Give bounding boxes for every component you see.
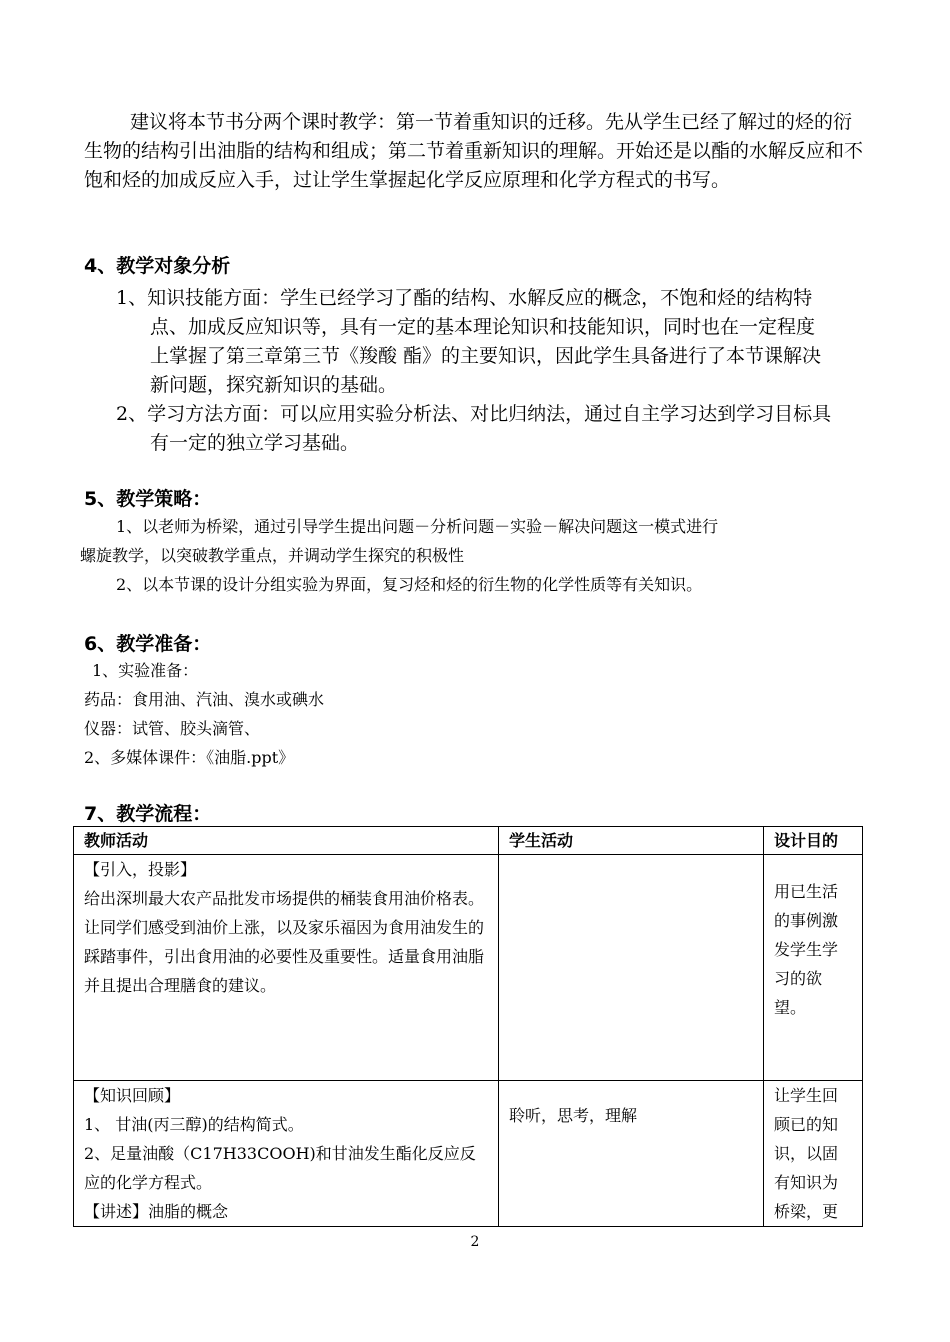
teacher-activity-cell: [74, 855, 499, 1081]
purpose-text: 让学生回顾已的知识，以固有知识为桥梁，更: [774, 1086, 839, 1221]
section-7-heading: 7、教学流程：: [84, 803, 212, 825]
student-activity-cell: [499, 855, 764, 1081]
activity-tag: 【知识回顾】: [84, 1086, 181, 1105]
section-4-heading: 4、教学对象分析: [84, 255, 231, 277]
section-5-item-2: 2、以本节课的设计分组实验为界面，复习烃和烃的衍生物的化学性质等有关知识。: [116, 575, 703, 594]
prep-line-reagents: 药品：食用油、汽油、溴水或碘水: [84, 690, 325, 709]
header-design-purpose: 设计目的: [764, 827, 863, 855]
activity-text: 1、 甘油(丙三醇)的结构简式。: [84, 1115, 304, 1134]
teacher-activity-cell: [74, 1081, 499, 1227]
intro-text: 建议将本节书分两个课时教学：第一节着重知识的迁移。先从学生已经了解过的烃的衍生物的结构引出油脂的结构和组成；第二节着重新知识的理解。开始还是以酯的水解反应和不饱和烃的加成反应入手，过让学生掌握起化学反应原理和化学方程式的书写。: [84, 111, 864, 191]
teaching-flow-table: [73, 826, 863, 1227]
section-6-prep-list: [84, 656, 324, 772]
student-activity-text: 聆听，思考，理解: [509, 1106, 638, 1125]
intro-paragraph: [84, 108, 866, 195]
header-teacher-activity: 教师活动: [74, 827, 499, 855]
section-6-heading: 6、教学准备：: [84, 633, 212, 655]
section-5-item-1-line-1: 1、以老师为桥梁，通过引导学生提出问题－分析问题－实验－解决问题这一模式进行: [116, 517, 719, 536]
section-4-item-1: 1、知识技能方面：学生已经学习了酯的结构、水解反应的概念，不饱和烃的结构特点、加成反应知识等，具有一定的基本理论知识和技能知识，同时也在一定程度上掌握了第三章第三节《羧酸 酯》的主要知识，因此学生具备进行了本节课解决新问题，探究新知识的基础。: [116, 287, 822, 396]
section-5-list: [80, 512, 832, 599]
activity-text: 2、足量油酸（C17H33COOH)和甘油发生酯化反应反应的化学方程式。: [84, 1144, 476, 1192]
section-4-item-2: 2、学习方法方面：可以应用实验分析法、对比归纳法，通过自主学习达到学习目标具有一定的独立学习基础。: [116, 403, 832, 454]
section-5-item-1-line-2: 螺旋教学，以突破教学重点，并调动学生探究的积极性: [80, 546, 465, 565]
design-purpose-cell: [764, 1081, 863, 1227]
table-header-row: [74, 827, 863, 855]
activity-text: 给出深圳最大农产品批发市场提供的桶装食用油价格表。让同学们感受到油价上涨，以及家乐福因为食用油发生的踩踏事件，引出食用油的必要性及重要性。适量食用油脂并且提出合理膳食的建议。: [84, 889, 485, 995]
page-number: 2: [470, 1234, 480, 1250]
activity-tag: 【引入，投影】: [84, 860, 197, 879]
purpose-text: 用已生活的事例激发学生学习的欲望。: [774, 882, 839, 1017]
prep-line-instruments: 仪器：试管、胶头滴管、: [84, 719, 261, 738]
table-row: [74, 1081, 863, 1227]
activity-text: 【讲述】油脂的概念: [84, 1202, 229, 1221]
student-activity-cell: [499, 1081, 764, 1227]
table-row: [74, 855, 863, 1081]
section-5-heading: 5、教学策略：: [84, 488, 212, 510]
section-4-list: [116, 284, 832, 458]
design-purpose-cell: [764, 855, 863, 1081]
header-student-activity: 学生活动: [499, 827, 764, 855]
prep-line-experiment: 1、实验准备：: [92, 661, 199, 680]
prep-line-multimedia: 2、多媒体课件：《油脂.ppt》: [84, 748, 295, 767]
